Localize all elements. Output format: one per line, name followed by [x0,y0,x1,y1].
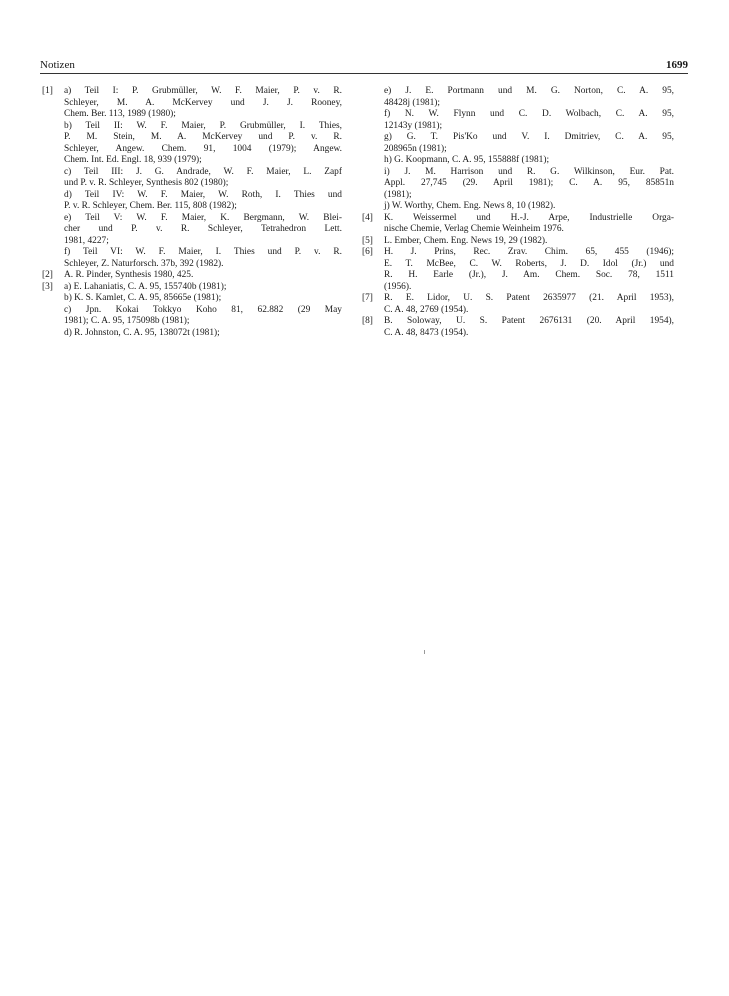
reference-line: f) N. W. Flynn und C. D. Wolbach, C. A. 95, [384,109,674,119]
scan-speck [424,650,425,654]
references-left-column [42,86,342,339]
page-number: 1699 [666,59,688,71]
reference-line: f) Teil VI: W. F. Maier, I. Thies und P. v. R. [64,247,342,257]
reference-line: j) W. Worthy, Chem. Eng. News 8, 10 (1982). [384,201,556,211]
reference-line: R. E. Lidor, U. S. Patent 2635977 (21. April 1953), [384,293,674,303]
reference-line: a) E. Lahaniatis, C. A. 95, 155740b (1981); [64,281,227,292]
reference-line: A. R. Pinder, Synthesis 1980, 425. [64,270,194,280]
reference-line: K. Weissermel und H.-J. Arpe, Industrielle Orga- [384,212,674,223]
reference-line: 208965n (1981); [384,143,447,154]
reference-entry [362,247,674,293]
reference-number: [6] [362,247,373,257]
reference-line: C. A. 48, 8473 (1954). [384,327,469,338]
reference-line: Chem. Ber. 113, 1989 (1980); [64,109,176,119]
reference-line: Schleyer, M. A. McKervey und J. J. Rooney, [64,97,342,108]
reference-line: i) J. M. Harrison und R. G. Wilkinson, Eur. Pat. [384,166,674,177]
running-header [40,58,688,72]
reference-entry [362,316,674,339]
reference-number: [5] [362,235,373,246]
reference-line: 1981, 4227; [64,235,109,246]
reference-line: Schleyer, Angew. Chem. 91, 1004 (1979); Angew. [64,143,342,154]
reference-line: und P. v. R. Schleyer, Synthesis 802 (1980); [64,178,229,188]
journal-section-title: Notizen [40,59,75,71]
reference-line: b) K. S. Kamlet, C. A. 95, 85665e (1981); [64,293,222,303]
reference-line: d) Teil IV: W. F. Maier, W. Roth, I. Thies und [64,189,342,200]
reference-entry [362,213,674,236]
reference-line: h) G. Koopmann, C. A. 95, 155888f (1981); [384,155,550,165]
reference-line: Schleyer, Z. Naturforsch. 37b, 392 (1982). [64,258,224,269]
reference-line: cher und P. v. R. Schleyer, Tetrahedron Lett. [64,224,342,234]
reference-line: a) Teil I: P. Grubmüller, W. F. Maier, P. v. R. [64,86,342,96]
reference-line: P. M. Stein, M. A. McKervey und P. v. R. [64,132,342,142]
reference-line: 12143y (1981); [384,120,443,131]
reference-line: B. Soloway, U. S. Patent 2676131 (20. April 1954), [384,316,674,326]
reference-number: [1] [42,86,53,96]
reference-line: e) J. E. Portmann und M. G. Norton, C. A. 95, [384,86,674,96]
reference-line: (1956). [384,281,412,292]
reference-entry [362,86,674,213]
reference-number: [3] [42,281,53,292]
reference-number: [8] [362,316,373,326]
references-right-column [362,86,674,339]
reference-line: P. v. R. Schleyer, Chem. Ber. 115, 808 (1982); [64,201,237,211]
reference-line: Chem. Int. Ed. Engl. 18, 939 (1979); [64,155,202,165]
reference-number: [2] [42,270,53,280]
reference-number: [7] [362,293,373,303]
reference-line: Appl. 27,745 (29. April 1981); C. A. 95, 85851n [384,178,674,188]
reference-line: L. Ember, Chem. Eng. News 19, 29 (1982). [384,235,548,246]
reference-line: c) Teil III: J. G. Andrade, W. F. Maier, L. Zapf [64,166,342,177]
reference-line: g) G. T. Pis'Ko und V. I. Dmitriev, C. A. 95, [384,132,674,142]
reference-line: 48428j (1981); [384,97,440,108]
reference-line: C. A. 48, 2769 (1954). [384,304,469,315]
reference-line: (1981); [384,189,412,200]
reference-line: d) R. Johnston, C. A. 95, 138072t (1981); [64,327,220,338]
reference-line: 1981); C. A. 95, 175098b (1981); [64,316,190,326]
reference-line: H. J. Prins, Rec. Zrav. Chim. 65, 455 (1946); [384,247,674,257]
reference-entry [42,86,342,270]
reference-entry [42,282,342,340]
header-rule [40,73,688,74]
reference-line: b) Teil II: W. F. Maier, P. Grubmüller, I. Thies, [64,120,342,131]
reference-entry [42,270,342,282]
reference-line: R. H. Earle (Jr.), J. Am. Chem. Soc. 78, 1511 [384,270,674,280]
reference-entry [362,236,674,248]
reference-entry [362,293,674,316]
reference-line: c) Jpn. Kokai Tokkyo Koho 81, 62.882 (29 May [64,304,342,315]
reference-line: nische Chemie, Verlag Chemie Weinheim 1976. [384,224,564,234]
reference-line: e) Teil V: W. F. Maier, K. Bergmann, W. Blei- [64,212,342,223]
reference-number: [4] [362,212,373,223]
reference-line: E. T. McBee, C. W. Roberts, J. D. Idol (Jr.) und [384,258,674,269]
